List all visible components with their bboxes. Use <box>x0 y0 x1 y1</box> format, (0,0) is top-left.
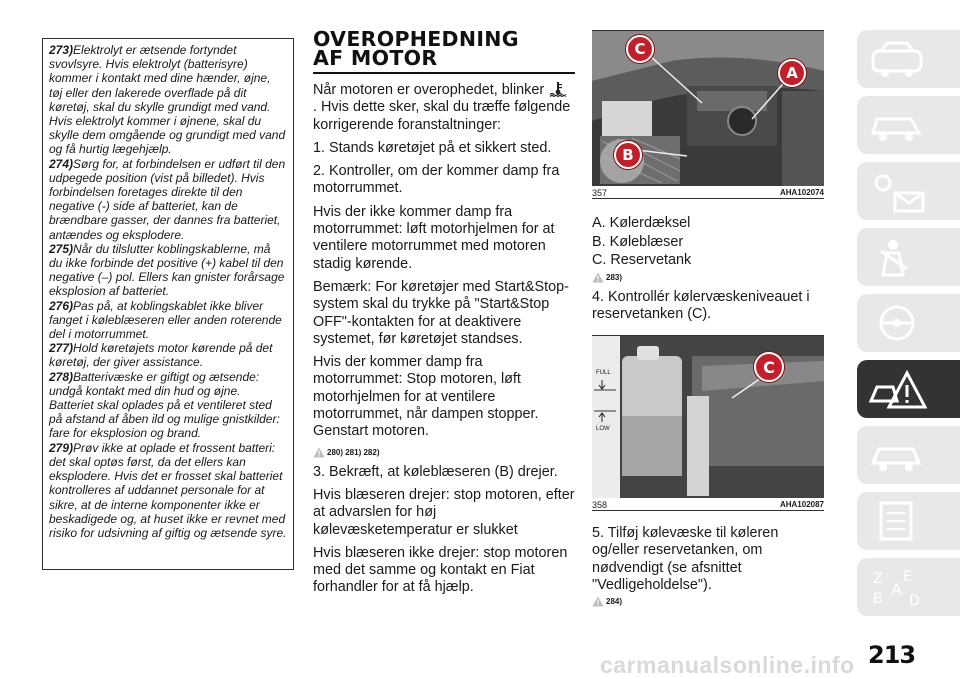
svg-text:Z: Z <box>873 571 883 587</box>
right-column <box>592 30 824 613</box>
intro-paragraph: Når motoren er overophedet, blinker . Hvis dette sker, skal du træffe følgende korrigerende foranstaltninger: <box>313 82 571 133</box>
technical-data-icon[interactable] <box>857 492 960 550</box>
step-1: 1. Stands køretøjet på et sikkert sted. <box>313 139 552 156</box>
step-4: 4. Kontrollér kølervæskeniveauet i reservetanken (C). <box>592 288 810 322</box>
figure-358 <box>592 335 824 511</box>
reservoir-image <box>592 336 824 498</box>
warning-references-3: 284) <box>592 596 824 607</box>
figure-number: 357 <box>592 188 608 198</box>
index-icon[interactable] <box>857 558 960 616</box>
warnings-box <box>42 38 294 570</box>
warning-279: 279)Prøv ikke at oplade et frossent batteri: det skal optøs først, da det ellers kan eksplodere. Hvis det er frosset skal batteriet kontrolleres af uddannet personale for at sikre, at de interne komponenter ikke er beskadigede og, at huset ikke er revnet med risiko for udsivning af giftig og ætsende syre. <box>49 440 287 540</box>
svg-text:D: D <box>909 593 920 609</box>
heading-line-2: AF MOTOR <box>313 46 438 70</box>
warning-triangle-icon <box>592 272 604 283</box>
engine-bay-image <box>592 31 824 186</box>
warning-references-2: 283) <box>592 272 824 283</box>
warning-references-1: 280) 281) 282) <box>313 447 575 458</box>
legend-a: A. Kølerdæksel <box>592 215 691 231</box>
warning-275: 275)Når du tilslutter koblingskablerne, må du ikke forbinde det positive (+) kabel til den negative (–) pol. Ellers kan gnister forårsage eksplosion af batteriet. <box>49 241 285 299</box>
airbag-safety-icon[interactable] <box>857 228 960 286</box>
svg-text:A: A <box>891 580 902 599</box>
low-level-label: LOW <box>596 426 610 433</box>
car-maintenance-icon[interactable] <box>857 426 960 484</box>
main-column <box>313 27 575 603</box>
step-3: 3. Bekræft, at køleblæseren (B) drejer. <box>313 463 558 480</box>
paragraph-fan-not-turning: Hvis blæseren ikke drejer: stop motoren med det samme og kontakt en Fiat forhandler for at få hjælp. <box>313 544 568 596</box>
heading-line-1: OVEROPHEDNING <box>313 27 519 51</box>
callout-c: C <box>626 35 654 63</box>
legend-b: B. Køleblæser <box>592 233 684 250</box>
figure-357-caption <box>592 186 824 199</box>
warning-277: 277)Hold køretøjets motor kørende på det køretøj, der giver assistance. <box>49 341 273 370</box>
warning-278: 278)Batterivæske er giftigt og ætsende: undgå kontakt med din hud og øjne. Batteriet skal oplades på et ventileret sted på afstand af åben ild og mulige gnistkilder: fare for eksplosion og brand. <box>49 369 280 441</box>
warning-276: 276)Pas på, at koblingskablet ikke bliver fanget i køleblæseren eller anden roterende del i motorrummet. <box>49 298 282 342</box>
emergency-icon[interactable] <box>857 360 960 418</box>
chapter-sidebar <box>857 30 960 632</box>
callout-a: A <box>778 59 806 87</box>
step-5: 5. Tilføj kølevæske til køleren og/eller reservetanken, om nødvendigt (se afsnittet "Vedligeholdelse"). <box>592 525 779 593</box>
figure-number: 358 <box>592 500 608 511</box>
heading-rule <box>313 72 575 74</box>
paragraph-steam: Hvis der kommer damp fra motorrummet: Stop motoren, løft motorhjelmen for at ventilere motorrummet, når dampen stopper. Genstart motoren. <box>313 354 539 440</box>
paragraph-fan-turning: Hvis blæseren drejer: stop motoren, efter at advarslen for høj kølevæsketemperatur er slukket <box>313 486 575 538</box>
section-heading <box>313 27 575 70</box>
step-2: 2. Kontroller, om der kommer damp fra motorrummet. <box>313 163 560 197</box>
car-doors-icon[interactable] <box>857 96 960 154</box>
callout-c: C <box>754 352 784 382</box>
start-stop-note: Bemærk: For køretøjer med Start&Stop-system skal du trykke på "Start&Stop OFF"-kontakten for at deaktivere systemet, før køretøjet standses. <box>313 278 569 347</box>
reservoir-photo <box>592 336 824 498</box>
figure-358-caption <box>592 498 824 511</box>
watermark: carmanualsonline.info <box>600 652 855 678</box>
paragraph-no-steam: Hvis der ikke kommer damp fra motorrummet: løft motorhjelmen for at ventilere motorrummet med motoren stadig kørende. <box>313 203 555 272</box>
figure-code: AHA102087 <box>779 500 824 510</box>
warning-274: 274)Sørg for, at forbindelsen er udført til den udpegede position (vist på billedet). Hvis forbindelsen foretages direkte til den negative (-) side af batteriet, kan de brændbare gasser, der dannes fra batteriet, antændes og eksplodere. <box>49 156 286 242</box>
svg-text:E: E <box>903 569 912 585</box>
coolant-temperature-icon <box>549 81 567 97</box>
warning-273: 273)Elektrolyt er ætsende fortyndet svovlsyre. Hvis elektrolyt (batterisyre) kommer i kontakt med dine hænder, øjne, tøj eller den lakerede overflade på dit køretøj, skal du skylle grundigt med vand. Hvis elektrolyt kommer i øjnene, skal du skylle dem omgående og grundigt med vand og få hurtig lægehjælp. <box>49 43 286 157</box>
full-level-label: FULL <box>596 370 611 377</box>
page-number: 213 <box>868 641 916 669</box>
warning-triangle-icon <box>592 596 604 607</box>
figure-357 <box>592 30 824 199</box>
steering-wheel-icon[interactable] <box>857 294 960 352</box>
figure-code: AHA102074 <box>779 188 824 197</box>
legend-c: C. Reservetank <box>592 252 692 268</box>
callout-b: B <box>614 141 642 169</box>
svg-text:B: B <box>873 591 883 607</box>
warning-triangle-icon <box>313 447 325 458</box>
warning-lights-icon[interactable] <box>857 162 960 220</box>
car-dashboard-icon[interactable] <box>857 30 960 88</box>
